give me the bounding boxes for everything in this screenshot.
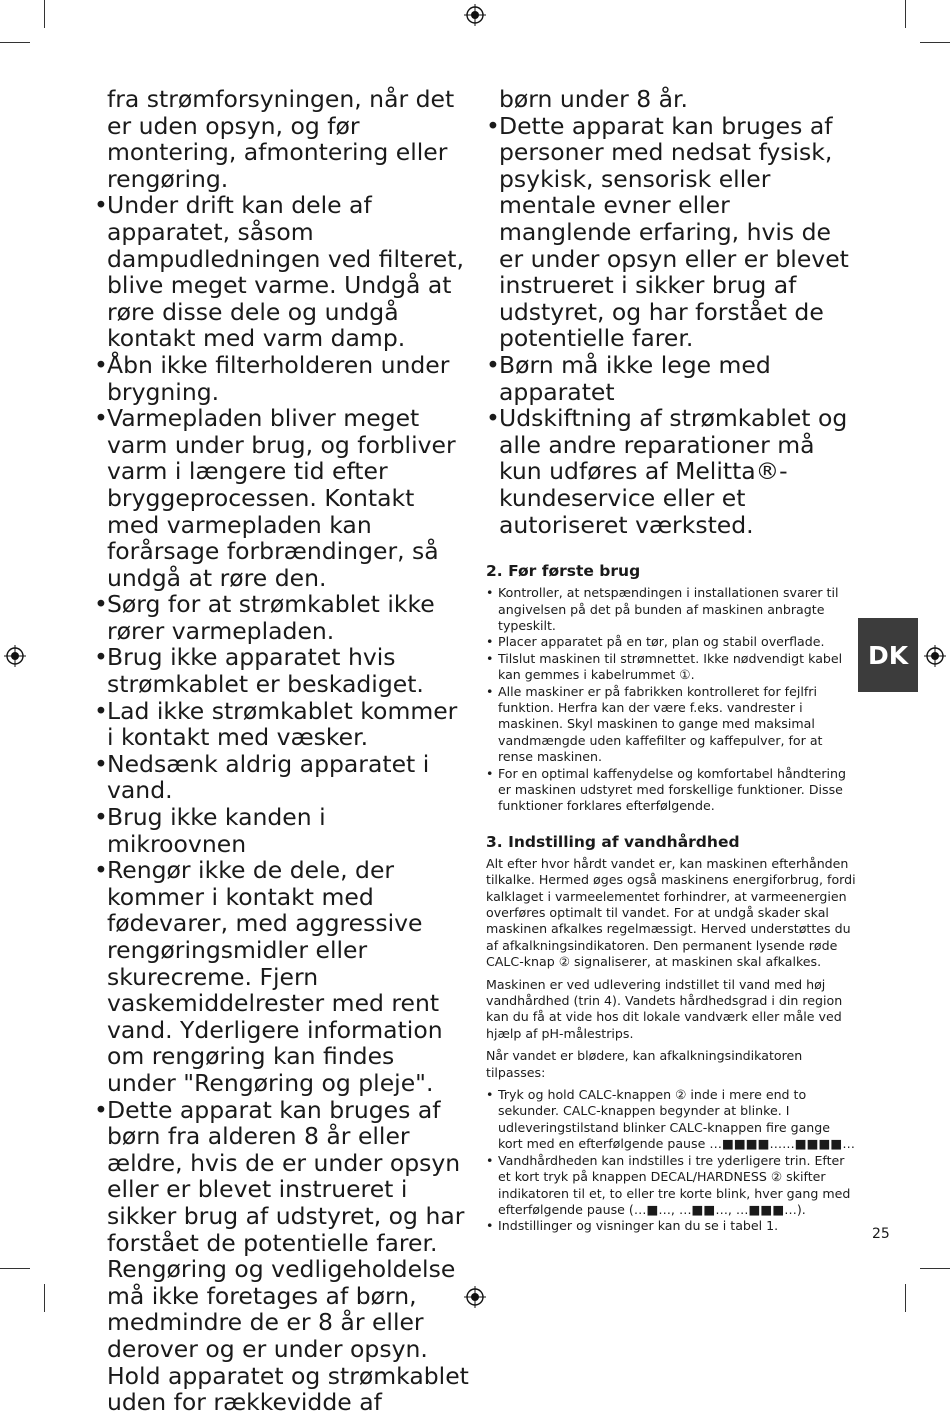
list-item: • Tilslut maskinen til strømnettet. Ikke nødvendigt kabel kan gemmes i kabelrummet ①. — [486, 651, 856, 684]
continued-text: børn under 8 år. — [499, 85, 688, 113]
section-heading: 2. Før første brug — [486, 562, 641, 581]
list-item: • Dette apparat kan bruges af personer med nedsat fysisk, psykisk, sensorisk eller mentale evner eller manglende erfaring, hvis de er under opsyn eller er blevet instrueret i sikker brug af udstyret, og har forstået de potentielle farer. — [486, 113, 856, 352]
list-item: • Rengør ikke de dele, der kommer i kontakt med fødevarer, med aggressive rengøringsmidler eller skurecreme. Fjern vaskemiddelrester med rent vand. Yderligere information om rengøring kan findes under "Rengøring og pleje". — [94, 857, 469, 1096]
left-column — [94, 86, 469, 1416]
page-number: 25 — [872, 1226, 890, 1242]
registration-mark-icon — [924, 645, 946, 667]
list-item: • Under drift kan dele af apparatet, såsom dampudledningen ved filteret, blive meget varme. Undgå at røre disse dele og undgå kontakt med varm damp. — [94, 192, 469, 352]
paragraph: Når vandet er blødere, kan afkalkningsindikatoren tilpasses: — [486, 1048, 803, 1080]
safety-list — [94, 192, 469, 1415]
list-item: • Tryk og hold CALC-knappen ② inde i mere end to sekunder. CALC-knappen begynder at blinke. I udleveringstilstand blinker CALC-knappen fire gange kort med en efterfølgende pause …■■■■……■■■■… — [486, 1087, 856, 1153]
list-item: • Brug ikke apparatet hvis strømkablet er beskadiget. — [94, 644, 469, 697]
paragraph: Maskinen er ved udlevering indstillet til vand med høj vandhårdhed (trin 4). Vandets hårdhedsgrad i din region kan du få at vide hos dit lokale vandværk eller måle ved hjælp af pH-målestrips. — [486, 976, 843, 1041]
list-item: • Vandhårdheden kan indstilles i tre yderligere trin. Efter et kort tryk på knappen DECAL/HARDNESS ② skifter indikatoren til et, to eller tre korte blink, hver gang med efterfølgende pause (…■…, …■■…, …■■■…). — [486, 1153, 856, 1219]
crop-mark — [0, 1268, 30, 1269]
water-hardness-list — [486, 1087, 856, 1235]
list-item: • Dette apparat kan bruges af børn fra alderen 8 år eller ældre, hvis de er under opsyn eller er blevet instrueret i sikker brug af udstyret, og har forstået de potentielle farer. Rengøring og vedligeholdelse må ikke foretages af børn, medmindre de er 8 år eller derover og er under opsyn. Hold apparatet og strømkablet uden for rækkevidde af — [94, 1097, 469, 1416]
list-item: • Indstillinger og visninger kan du se i tabel 1. — [486, 1218, 856, 1234]
registration-mark-icon — [464, 4, 486, 26]
crop-mark — [44, 1284, 45, 1312]
crop-mark — [920, 1268, 950, 1269]
list-item: • Sørg for at strømkablet ikke rører varmepladen. — [94, 591, 469, 644]
safety-list — [486, 113, 856, 539]
list-item: • Varmepladen bliver meget varm under brug, og forbliver varm i længere tid efter bryggeprocessen. Kontakt med varmepladen kan forårsage forbrændinger, så undgå at røre den. — [94, 405, 469, 591]
crop-mark — [920, 42, 950, 43]
list-item: • Alle maskiner er på fabrikken kontrolleret for fejlfri funktion. Herfra kan der være f.eks. vandrester i maskinen. Skyl maskinen to gange med maksimal vandmængde uden kaffefilter og kaffepulver, for at rense maskinen. — [486, 684, 856, 766]
list-item: • Åbn ikke filterholderen under brygning. — [94, 352, 469, 405]
language-tab: DK — [858, 618, 918, 692]
list-item: • Nedsænk aldrig apparatet i vand. — [94, 751, 469, 804]
list-item: • Brug ikke kanden i mikroovnen — [94, 804, 469, 857]
right-column — [486, 86, 856, 1235]
crop-mark — [0, 42, 30, 43]
list-item: • Lad ikke strømkablet kommer i kontakt med væsker. — [94, 698, 469, 751]
list-item: • Kontroller, at netspændingen i installationen svarer til angivelsen på det på bunden af maskinen anbragte typeskilt. — [486, 585, 856, 634]
section-heading: 3. Indstilling af vandhårdhed — [486, 832, 740, 851]
crop-mark — [44, 0, 45, 28]
paragraph: Alt efter hvor hårdt vandet er, kan maskinen efterhånden tilkalke. Hermed øges også maskinens energiforbrug, fordi kalklaget i varmeelementet forhindrer, at varmeenergien overføres optimalt til vandet. For at undgå skader skal maskinen afkalkes regelmæssigt. Herved understøttes du af afkalkningsindikatoren. Den permanent lysende røde CALC-knap ② signaliserer, at maskinen skal afkalkes. — [486, 855, 856, 970]
list-item: • Udskiftning af strømkablet og alle andre reparationer må kun udføres af Melitta®-kundeservice eller et autoriseret værksted. — [486, 405, 856, 538]
first-use-list — [486, 585, 856, 815]
list-item: • For en optimal kaffenydelse og komfortabel håndtering er maskinen udstyret med forskellige funktioner. Disse funktioner forklares efterfølgende. — [486, 766, 856, 815]
list-item: • Placer apparatet på en tør, plan og stabil overflade. — [486, 634, 856, 650]
crop-mark — [905, 0, 906, 28]
continued-text: fra strømforsyningen, når det er uden opsyn, og før montering, afmontering eller rengøring. — [107, 85, 455, 193]
list-item: • Børn må ikke lege med apparatet — [486, 352, 856, 405]
crop-mark — [905, 1284, 906, 1312]
registration-mark-icon — [4, 645, 26, 667]
